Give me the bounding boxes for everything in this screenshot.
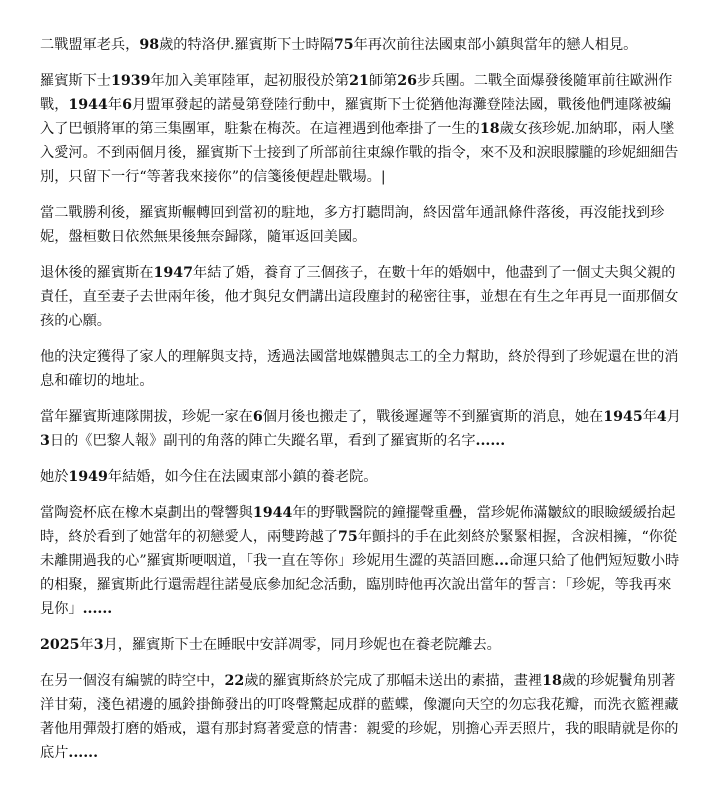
number-run: 18 — [542, 673, 562, 689]
ellipsis-run: ... — [494, 553, 509, 569]
text-run: 當年羅賓斯連隊開拔，珍妮一家在 — [40, 409, 253, 425]
paragraph-7 — [40, 465, 681, 489]
ellipsis-run: ...... — [475, 433, 506, 449]
text-run: 年 — [79, 637, 94, 653]
text-run: 當陶瓷杯底在橡木桌劃出的聲響與 — [40, 505, 253, 521]
paragraph-4 — [40, 261, 681, 333]
number-run: 2025 — [40, 637, 80, 653]
text-run: 年 — [642, 409, 657, 425]
paragraph-9 — [40, 633, 681, 657]
text-run: 他的決定獲得了家人的理解與支持，透過法國當地媒體與志工的全力幫助，終於得到了珍妮還在世的消息和確切的地址。 — [40, 349, 679, 389]
text-run: 年結了婚，養育了三個孩子，在數十年的婚姻中，他盡到了一個丈夫與父親的責任，直至妻子去世兩年後，他才與兒女們講出這段塵封的秘密往事，並想在有生之年再見一面那個女孩的心願。 — [40, 265, 679, 329]
text-run: 年顫抖的手在此刻終於緊緊相握，含淚相擁，“你從未離開過我的心”羅賓斯哽咽道，「我一直在等你」珍妮用生澀的英語回應 — [40, 529, 678, 569]
number-run: 3 — [93, 637, 104, 653]
text-run: 在另一個沒有編號的時空中， — [40, 673, 225, 689]
text-run: 退休後的羅賓斯在 — [40, 265, 154, 281]
paragraph-5 — [40, 345, 681, 393]
text-run: 歲女孩珍妮.加納耶，兩人墜入愛河。不到兩個月後，羅賓斯下士接到了所部前往東線作戰的指令，來不及和淚眼朦朧的珍妮細細告別，只留下一行“等著我來接你”的信箋後便趕赴戰場。| — [40, 121, 679, 185]
text-run: 年的野戰醫院的鐘擺聲重疊，當珍妮佈滿皺紋的眼瞼緩緩抬起時，終於看到了她當年的初戀愛人，兩雙跨越了 — [40, 505, 676, 545]
text-run: 月盟軍發起的諾曼第登陸行動中，羅賓斯下士從猶他海灘登陸法國，戰後他們連隊被編入了巴頓將軍的第三集團軍，駐紮在梅茨。在這裡遇到他牽掛了一生的 — [40, 97, 672, 137]
text-run: 歲的羅賓斯終於完成了那幅未送出的素描，畫裡 — [244, 673, 543, 689]
paragraph-1 — [40, 33, 681, 57]
number-run: 1949 — [68, 469, 108, 485]
text-run: 歲的珍妮鬢角別著洋甘菊，淺色裙邊的風鈴掛飾發出的叮咚聲驚起成群的藍蝶，像灑向天空的勿忘我花瓣，而洗衣籃裡藏著他用彈殼打磨的婚戒，還有那封寫著愛意的情書：親愛的珍妮，別擔心弄丟照片，我的眼睛就是你的底片 — [40, 673, 679, 761]
text-run: 月，羅賓斯下士在睡眠中安詳凋零，同月珍妮也在養老院離去。 — [103, 637, 501, 653]
number-run: 26 — [397, 73, 417, 89]
number-run: 1944 — [252, 505, 293, 521]
number-run: 18 — [479, 121, 500, 137]
ellipsis-run: ...... — [68, 745, 99, 761]
text-run: 步兵團。二戰全面爆發後隨軍前往歐洲作戰， — [40, 73, 673, 113]
number-run: 6 — [252, 409, 263, 425]
number-run: 75 — [333, 37, 354, 53]
number-run: 21 — [349, 73, 369, 89]
paragraph-3 — [40, 201, 681, 249]
text-run: 她於 — [40, 469, 69, 485]
number-run: 1947 — [153, 265, 194, 281]
text-run: 羅賓斯下士 — [40, 73, 111, 89]
number-run: 22 — [224, 673, 245, 689]
paragraph-2 — [40, 69, 681, 189]
text-run: 年加入美軍陸軍，起初服役於第 — [150, 73, 350, 89]
paragraph-10 — [40, 669, 681, 765]
number-run: 98 — [139, 37, 160, 53]
text-run: 歲的特洛伊.羅賓斯下士時隔 — [159, 37, 334, 53]
number-run: 4 — [656, 409, 667, 425]
number-run: 75 — [337, 529, 358, 545]
text-run: 當二戰勝利後，羅賓斯輾轉回到當初的駐地，多方打聽問詢，終因當年通訊條件落後，再沒能找到珍妮，盤桓數日依然無果後無奈歸隊，隨軍返回美國。 — [40, 205, 665, 245]
text-run: 年 — [107, 97, 123, 113]
text-run: 二戰盟軍老兵， — [40, 37, 140, 53]
paragraph-6 — [40, 405, 681, 453]
number-run: 6 — [122, 97, 132, 113]
text-run: 年再次前往法國東部小鎮與當年的戀人相見。 — [353, 37, 638, 53]
text-run: 日的《巴黎人報》副刊的角落的陣亡失蹤名單，看到了羅賓斯的名字 — [49, 433, 476, 449]
text-run: 年結婚，如今住在法國東部小鎮的養老院。 — [107, 469, 378, 485]
number-run: 1939 — [110, 73, 151, 89]
text-run: 個月後也搬走了，戰後遲遲等不到羅賓斯的消息，她在 — [262, 409, 604, 425]
number-run: 1944 — [68, 97, 108, 113]
text-run: 月 — [666, 409, 681, 425]
number-run: 3 — [40, 433, 50, 449]
text-run: 命運只給了他們短短數小時的相聚，羅賓斯此行還需趕往諾曼底參加紀念活動，臨別時他再次說出當年的誓言：「珍妮，等我再來見你」 — [40, 553, 680, 617]
number-run: 1945 — [603, 409, 643, 425]
ellipsis-run: ...... — [82, 601, 113, 617]
paragraph-8 — [40, 501, 681, 621]
text-run: 師第 — [368, 73, 398, 89]
